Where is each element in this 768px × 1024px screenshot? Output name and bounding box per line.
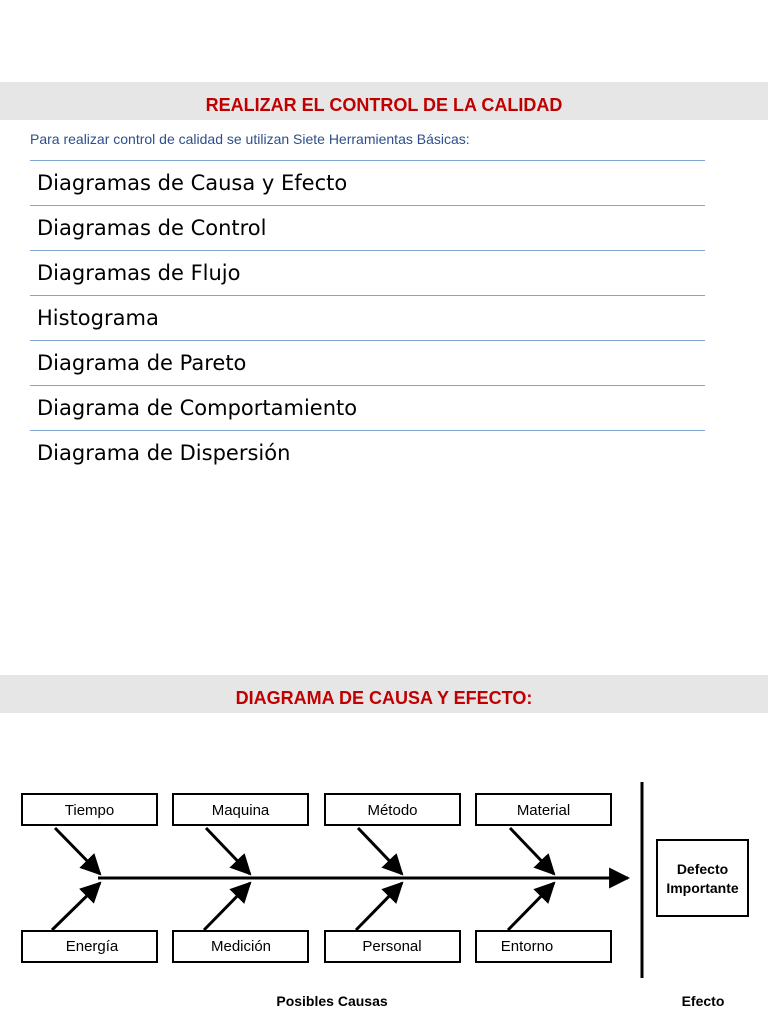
cause-arrow [508,883,554,930]
cause-label: Tiempo [64,802,115,819]
cause-box-energia [22,931,157,962]
cause-label: Maquina [211,802,270,819]
section-title-quality-control: REALIZAR EL CONTROL DE LA CALIDAD [0,82,768,120]
intro-text: Para realizar control de calidad se utilizan Siete Herramientas Básicas: [30,131,470,147]
cause-label: Método [367,802,418,819]
cause-box-material [476,794,611,825]
cause-box-tiempo [22,794,157,825]
effect-box [657,840,748,916]
list-item: Diagramas de Control [30,205,705,250]
list-item: Diagramas de Causa y Efecto [30,160,705,205]
cause-arrow [356,883,402,930]
list-item: Diagramas de Flujo [30,250,705,295]
cause-box-medicion [173,931,308,962]
effect-caption: Efecto [681,993,725,1009]
cause-label: Personal [362,938,422,955]
causes-caption: Posibles Causas [276,993,388,1009]
effect-label-line1: Defecto [676,861,729,877]
effect-label-line2: Importante [666,880,739,896]
cause-arrow [206,828,250,874]
cause-label: Energía [65,938,119,955]
list-item: Diagrama de Pareto [30,340,705,385]
cause-box-personal [325,931,460,962]
tools-list [30,160,705,475]
cause-arrow [52,883,100,930]
cause-box-metodo [325,794,460,825]
list-item: Histograma [30,295,705,340]
cause-arrow [510,828,554,874]
cause-arrow [204,883,250,930]
cause-box-maquina [173,794,308,825]
list-item: Diagrama de Dispersión [30,430,705,475]
cause-label: Material [516,802,571,819]
cause-label: Medición [210,938,272,955]
list-item: Diagrama de Comportamiento [30,385,705,430]
section-title-cause-effect: DIAGRAMA DE CAUSA Y EFECTO: [0,675,768,713]
cause-label: Entorno [500,938,554,955]
cause-arrow [55,828,100,874]
fishbone-diagram [0,770,768,1020]
cause-arrow [358,828,402,874]
cause-box-entorno [476,931,611,962]
